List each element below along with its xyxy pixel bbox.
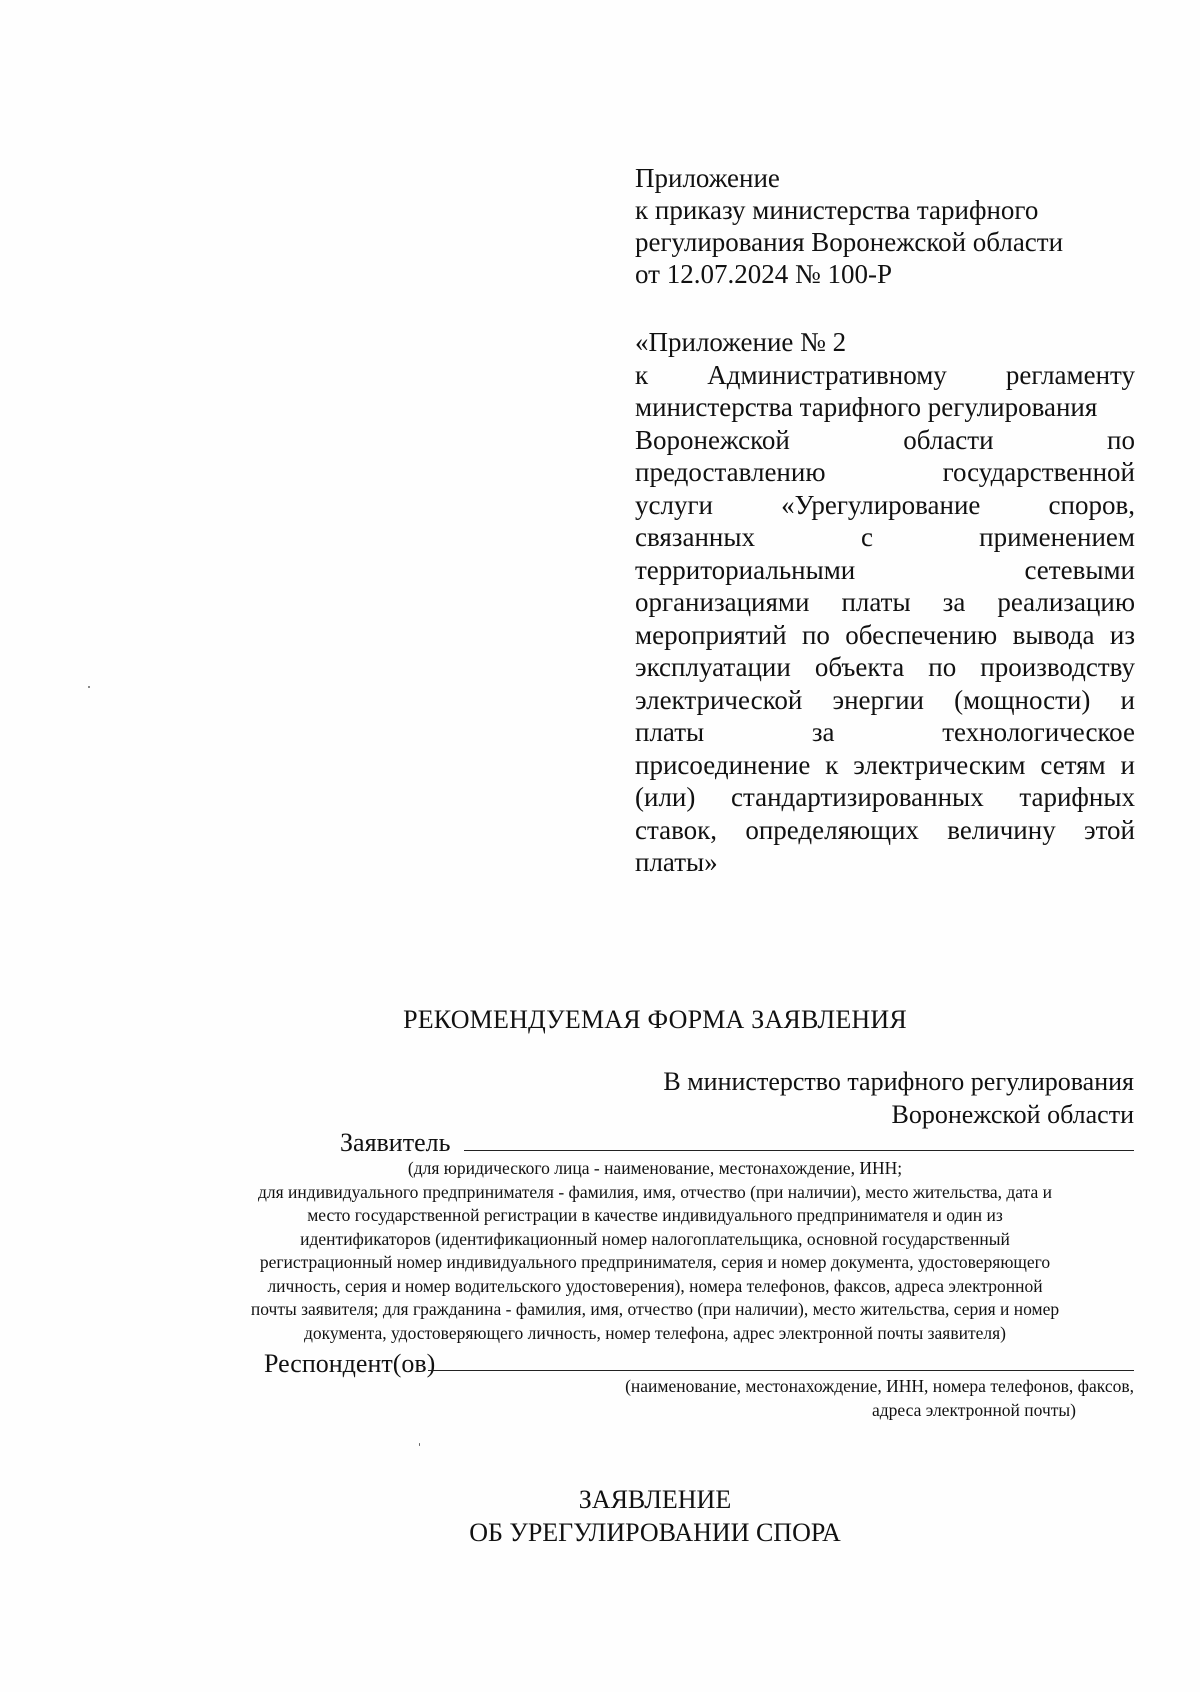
- statement-title: [0, 1483, 1200, 1549]
- applicant-note-line: (для юридического лица - наименование, местонахождение, ИНН;: [407, 1158, 903, 1178]
- annex-line: эксплуатации объекта по производству: [635, 652, 1135, 682]
- annex-line: (или) стандартизированных тарифных: [635, 782, 1135, 812]
- applicant-note-line: идентификаторов (идентификационный номер налогоплательщика, основной государственный: [300, 1228, 1010, 1249]
- annex-line: территориальными сетевыми: [635, 554, 1135, 585]
- statement-title-line: ЗАЯВЛЕНИЕ: [578, 1485, 732, 1514]
- approval-block: [635, 162, 1155, 290]
- respondent-label: Респондент(ов): [264, 1349, 436, 1378]
- annex-heading: «Приложение № 2: [635, 327, 847, 357]
- applicant-note: [0, 1157, 1200, 1345]
- annex-block: [635, 326, 1135, 879]
- approval-line: Приложение: [635, 163, 780, 193]
- scan-speck: [419, 1443, 420, 1446]
- addressee-line: В министерство тарифного регулирования: [663, 1067, 1134, 1096]
- respondent-note-line: (наименование, местонахождение, ИНН, номера телефонов, факсов,: [625, 1376, 1134, 1396]
- applicant-note-line: почты заявителя; для гражданина - фамилия, имя, отчество (при наличии), место жительства, серия и номер: [250, 1299, 1060, 1319]
- annex-line: платы за технологическое: [635, 717, 1135, 747]
- annex-line: связанных с применением: [635, 522, 1135, 552]
- applicant-field: [340, 1128, 450, 1158]
- applicant-label: Заявитель: [340, 1128, 451, 1157]
- approval-date-number: от 12.07.2024 № 100-Р: [635, 259, 892, 289]
- statement-title-line: ОБ УРЕГУЛИРОВАНИИ СПОРА: [469, 1518, 841, 1547]
- annex-line: организациями платы за реализацию: [635, 587, 1135, 617]
- applicant-note-line: для индивидуального предпринимателя - фамилия, имя, отчество (при наличии), место жительства, дата и: [258, 1181, 1052, 1202]
- addressee-line: Воронежской области: [891, 1100, 1134, 1129]
- annex-line: мероприятий по обеспечению вывода из: [635, 619, 1135, 650]
- annex-line: электрической энергии (мощности) и: [635, 684, 1135, 715]
- form-title: РЕКОМЕНДУЕМАЯ ФОРМА ЗАЯВЛЕНИЯ: [403, 1005, 907, 1034]
- respondent-field: [264, 1349, 435, 1379]
- respondent-note: [625, 1375, 1134, 1422]
- addressee-block: [663, 1065, 1134, 1131]
- applicant-note-line: документа, удостоверяющего личность, номер телефона, адрес электронной почты заявителя): [304, 1322, 1006, 1343]
- respondent-note-line: адреса электронной почты): [872, 1399, 1076, 1420]
- scan-speck: [88, 686, 90, 688]
- annex-line: ставок, определяющих величину этой: [635, 814, 1135, 845]
- annex-line: присоединение к электрическим сетям и: [635, 749, 1135, 780]
- approval-line: регулирования Воронежской области: [635, 227, 1064, 257]
- applicant-note-line: регистрационный номер индивидуального предпринимателя, серия и номер документа, удостоверяющего: [259, 1252, 1051, 1272]
- annex-line: министерства тарифного регулирования: [635, 392, 1098, 422]
- approval-line: к приказу министерства тарифного: [635, 195, 1039, 225]
- applicant-note-line: место государственной регистрации в качестве индивидуального предпринимателя и один из: [307, 1205, 1003, 1225]
- annex-line-last: платы»: [635, 847, 718, 877]
- applicant-note-line: личность, серия и номер водительского удостоверения), номера телефонов, факсов, адреса электронной: [267, 1275, 1043, 1296]
- annex-line: к Административному регламенту: [635, 359, 1135, 390]
- annex-line: услуги «Урегулирование споров,: [635, 489, 1135, 520]
- annex-line: Воронежской области по: [635, 424, 1135, 455]
- annex-line: предоставлению государственной: [635, 457, 1135, 487]
